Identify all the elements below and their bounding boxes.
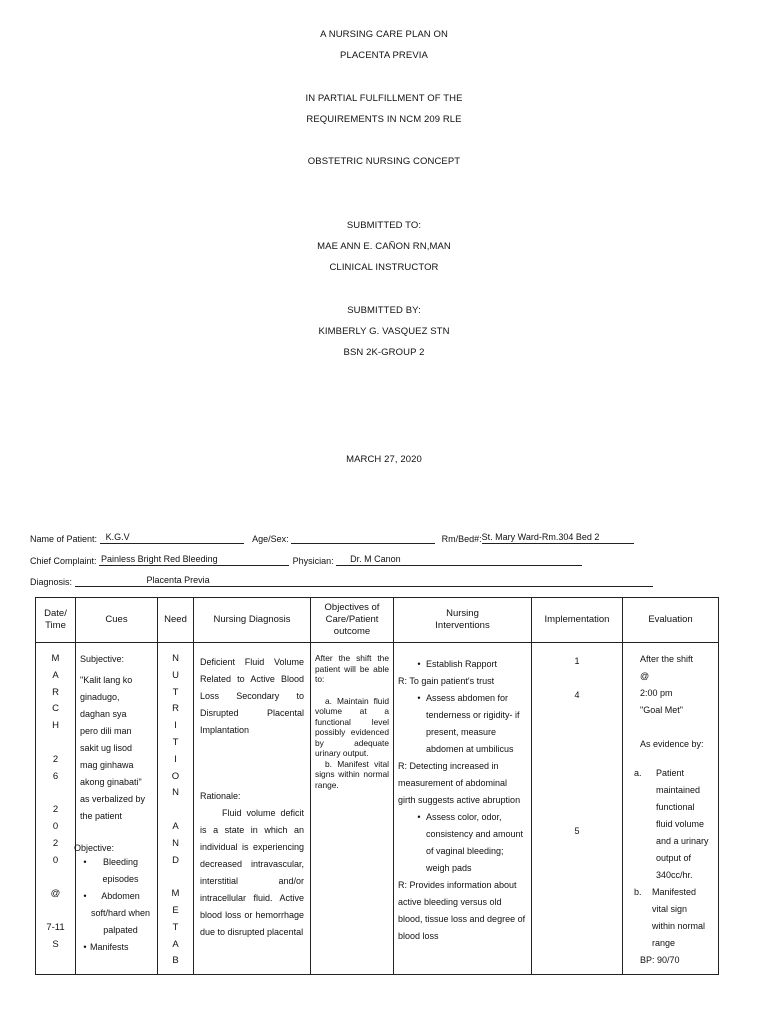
date-char: 0 xyxy=(52,820,59,832)
rmbed-label: Rm/Bed#: xyxy=(441,534,482,544)
evaluation-b-line: within normal xyxy=(652,921,706,931)
objectives-cell xyxy=(311,643,394,975)
cues-cell xyxy=(76,643,158,975)
objectives-intro: After the shift the patient will be able to: xyxy=(315,653,389,684)
intervention-item: • Assess color, odor, consistency and amount of vaginal bleeding; weigh pads xyxy=(417,812,524,873)
evaluation-a-line: maintained xyxy=(656,785,701,795)
header-cues: Cues xyxy=(76,598,158,643)
date-char: 6 xyxy=(52,770,59,782)
fulfillment-line-1: IN PARTIAL FULFILLMENT OF THE xyxy=(305,93,463,104)
date-char xyxy=(36,735,75,752)
subjective-label: Subjective: xyxy=(80,654,125,664)
diagnosis-cell xyxy=(194,643,311,975)
subjective-line: akong ginabati" xyxy=(80,777,142,787)
date-char: H xyxy=(52,720,59,732)
evaluation-a-line: 340cc/hr. xyxy=(656,870,693,880)
implementation-number: 4 xyxy=(574,690,580,700)
date-char: C xyxy=(52,703,59,715)
evaluation-line: As evidence by: xyxy=(640,739,704,749)
table-header-row xyxy=(36,598,719,643)
need-char: N xyxy=(172,837,179,849)
date-char xyxy=(36,785,75,802)
date-char: @ xyxy=(50,888,61,900)
student-group: BSN 2K-GROUP 2 xyxy=(343,347,425,358)
subjective-line: "Kalit lang ko xyxy=(80,675,133,685)
title-line-2: PLACENTA PREVIA xyxy=(340,50,428,61)
header-need: Need xyxy=(158,598,194,643)
header-objectives: Objectives of Care/Patient outcome xyxy=(311,598,394,643)
evaluation-item-b: b. Manifested vital sign within normal range xyxy=(634,884,716,952)
objective-line: soft/hard when xyxy=(90,908,151,918)
date-char xyxy=(36,869,75,886)
subjective-line: pero dili man xyxy=(80,726,132,736)
patient-info-row-2 xyxy=(30,554,582,566)
need-char xyxy=(158,802,193,819)
need-vertical-text xyxy=(158,643,193,970)
date-char: 2 xyxy=(52,837,59,849)
need-char: A xyxy=(172,820,179,832)
interventions-cell xyxy=(394,643,532,975)
intervention-rationale: R: To gain patient's trust xyxy=(398,676,495,686)
evaluation-line: 2:00 pm xyxy=(640,688,673,698)
patient-info-row-1 xyxy=(30,532,634,544)
date-char: 2 xyxy=(52,753,59,765)
date-time-cell xyxy=(36,643,76,975)
submission-date: MARCH 27, 2020 xyxy=(346,454,422,465)
need-char: T xyxy=(172,736,179,748)
need-cell xyxy=(158,643,194,975)
header-nursing-diagnosis: Nursing Diagnosis xyxy=(194,598,311,643)
date-char: 7-11 xyxy=(46,921,65,933)
objective-item: • Manifests xyxy=(80,939,151,956)
objective-list xyxy=(80,854,151,956)
objective-line: episodes xyxy=(102,874,139,884)
need-char xyxy=(158,869,193,886)
physician-value: Dr. M Canon xyxy=(336,554,582,566)
evaluation-line: After the shift xyxy=(640,654,694,664)
student-name: KIMBERLY G. VASQUEZ STN xyxy=(318,326,450,337)
date-char: S xyxy=(52,938,59,950)
diagnosis-value: Placenta Previa xyxy=(75,575,653,587)
date-char: 0 xyxy=(52,854,59,866)
subjective-line: as verbalized by xyxy=(80,794,146,804)
submitted-by-label: SUBMITTED BY: xyxy=(347,305,421,316)
rationale-text: Fluid volume deficit is a state in which an individual is experiencing decreased intravascular, interstitial and/or intracellular fluid. Active blood loss or hemorrhage due to disrupted placental xyxy=(200,808,304,937)
subjective-line: sakit ug lisod xyxy=(80,743,133,753)
submitted-to-label: SUBMITTED TO: xyxy=(346,220,422,231)
diagnosis-label: Diagnosis: xyxy=(30,577,73,587)
header-date-time: Date/ Time xyxy=(36,598,76,643)
evaluation-a-line: functional xyxy=(656,802,695,812)
instructor-title: CLINICAL INSTRUCTOR xyxy=(329,262,439,273)
date-char: M xyxy=(51,653,60,664)
evaluation-b-line: vital sign xyxy=(652,904,688,914)
objective-item: • Bleeding episodes xyxy=(80,854,151,888)
header-evaluation: Evaluation xyxy=(623,598,719,643)
rmbed-value: St. Mary Ward-Rm.304 Bed 2 xyxy=(482,532,634,544)
rationale-label: Rationale: xyxy=(200,791,241,801)
need-char: E xyxy=(172,904,179,916)
subjective-line: ginadugo, xyxy=(80,692,120,702)
objective-item: • Abdomen soft/hard when palpated xyxy=(80,888,151,939)
header-implementation: Implementation xyxy=(532,598,623,643)
evaluation-b-line: Manifested xyxy=(652,887,697,897)
fulfillment-line-2: REQUIREMENTS IN NCM 209 RLE xyxy=(306,114,462,125)
title-line-1: A NURSING CARE PLAN ON xyxy=(320,29,448,40)
patient-info-row-3 xyxy=(30,575,653,587)
subjective-line: the patient xyxy=(80,811,123,821)
table-row xyxy=(36,643,719,975)
intervention-rationale: R: Detecting increased in measurement of abdominal girth suggests active abruption xyxy=(398,761,521,805)
intervention-item: • Assess abdomen for tenderness or rigidity- if present, measure abdomen at umbilicus xyxy=(417,693,520,754)
objective-line: Abdomen xyxy=(101,891,140,901)
date-char: R xyxy=(52,686,59,698)
header-interventions: Nursing Interventions xyxy=(394,598,532,643)
objective-line: Manifests xyxy=(90,942,129,952)
need-char: I xyxy=(174,720,177,732)
intervention-rationale: R: Provides information about active bleeding versus old blood, tissue loss and degree of blood loss xyxy=(398,880,526,941)
diagnosis-statement: Deficient Fluid Volume Related to Active Blood Loss Secondary to Disrupted Placental Implantation xyxy=(200,657,304,735)
instructor-name: MAE ANN E. CAÑON RN,MAN xyxy=(317,241,451,252)
date-char xyxy=(36,903,75,920)
chief-complaint-value: Painless Bright Red Bleeding xyxy=(99,554,289,566)
need-char: N xyxy=(172,787,179,799)
chief-complaint-label: Chief Complaint: xyxy=(30,556,97,566)
need-char: D xyxy=(172,854,179,866)
agesex-value xyxy=(291,532,435,544)
date-char: A xyxy=(52,669,59,681)
physician-label: Physician: xyxy=(292,556,334,566)
evaluation-a-line: Patient xyxy=(656,768,685,778)
date-char: 2 xyxy=(52,804,59,816)
subjective-line: daghan sya xyxy=(80,709,127,719)
need-char: T xyxy=(172,921,179,933)
evaluation-line: @ xyxy=(640,671,650,681)
need-char: U xyxy=(172,669,179,681)
evaluation-a-line: output of xyxy=(656,853,692,863)
objective-label: Objective: xyxy=(74,843,115,853)
objective-line: Bleeding xyxy=(102,857,139,867)
patient-name-value: K.G.V xyxy=(100,532,244,544)
need-char: R xyxy=(172,703,179,715)
need-char: N xyxy=(172,653,179,664)
course-title: OBSTETRIC NURSING CONCEPT xyxy=(307,156,461,167)
evaluation-item-a: a. Patient maintained functional fluid volume and a urinary output of 340cc/hr. xyxy=(634,765,716,884)
implementation-number: 1 xyxy=(574,656,580,666)
need-char: I xyxy=(174,753,177,765)
evaluation-a-line: fluid volume xyxy=(656,819,705,829)
evaluation-b-line: range xyxy=(652,938,676,948)
objective-item-a: a. Maintain fluid volume at a functional level possibly evidenced by adequate urinary output. xyxy=(315,695,389,758)
implementation-number: 5 xyxy=(574,826,580,836)
objective-item-b: b. Manifest vital signs within normal range. xyxy=(315,758,389,790)
patient-name-label: Name of Patient: xyxy=(30,534,98,544)
evaluation-a-line: and a urinary xyxy=(656,836,709,846)
need-char: B xyxy=(172,955,179,967)
implementation-cell xyxy=(532,643,623,975)
need-char: M xyxy=(171,888,180,900)
subjective-line: mag ginhawa xyxy=(80,760,134,770)
evaluation-bp: BP: 90/70 xyxy=(640,955,680,965)
subjective-text xyxy=(80,672,151,825)
need-char: T xyxy=(172,686,179,698)
nursing-care-plan-table xyxy=(35,597,719,975)
evaluation-line: "Goal Met" xyxy=(640,705,683,715)
evaluation-cell xyxy=(623,643,719,975)
intervention-item: • Establish Rapport xyxy=(417,659,498,669)
agesex-label: Age/Sex: xyxy=(252,534,289,544)
date-vertical-text xyxy=(36,643,75,953)
need-char: O xyxy=(171,770,180,782)
need-char: A xyxy=(172,938,179,950)
objective-line: palpated xyxy=(103,925,138,935)
